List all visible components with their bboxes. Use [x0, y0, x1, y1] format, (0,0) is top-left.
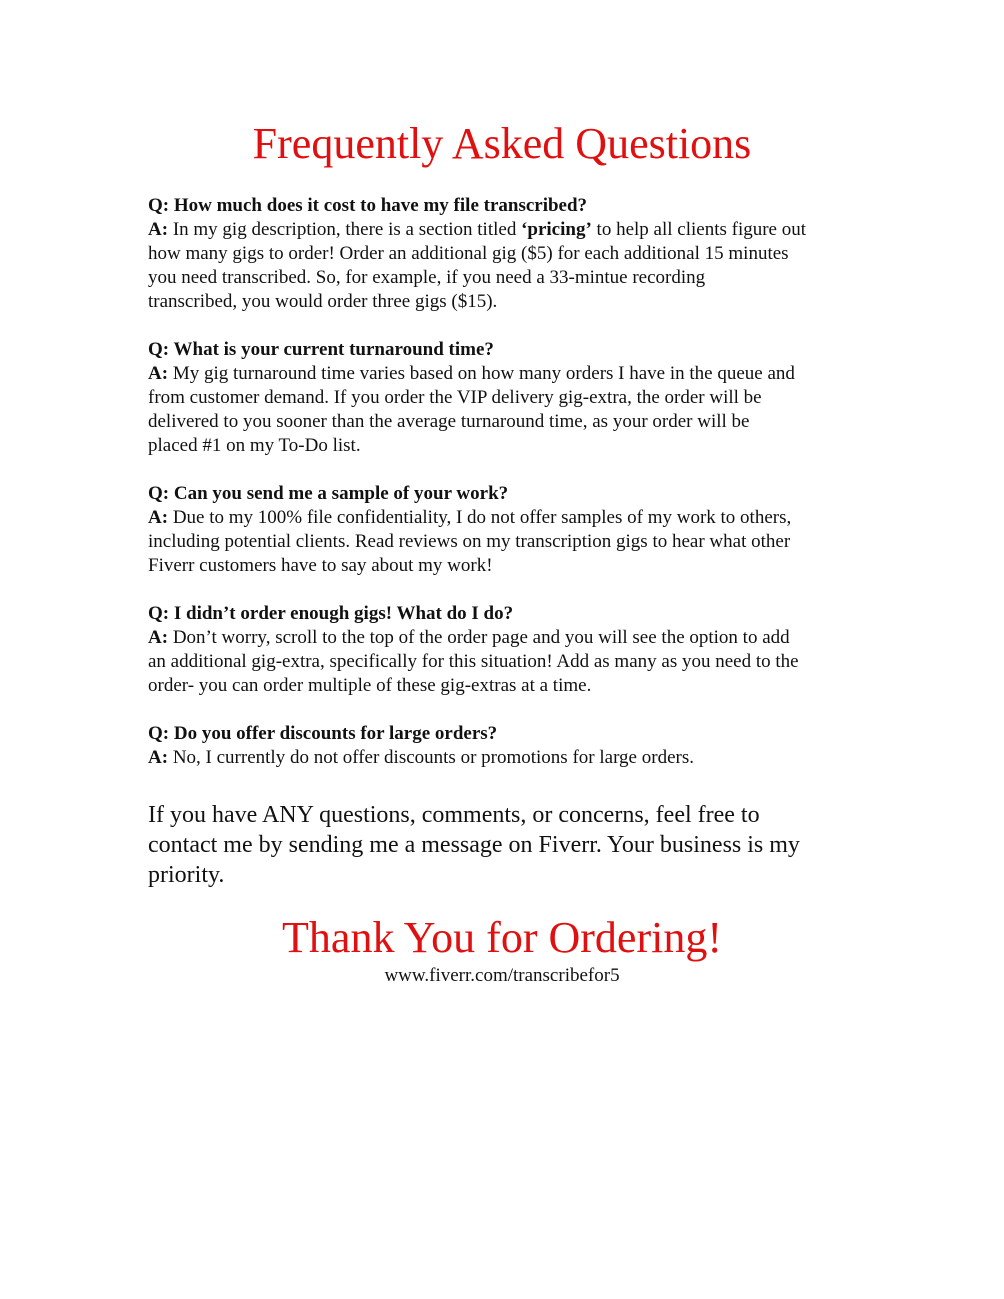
answer-line: delivered to you sooner than the average turnaround time, as your order will be: [148, 411, 750, 432]
answer-text: Due to my 100% file confidentiality, I do not offer samples of my work to others,: [168, 507, 792, 528]
faq-item: [148, 338, 868, 458]
answer-line: Fiverr customers have to say about my work!: [148, 555, 493, 576]
answer-line: [148, 362, 868, 386]
thank-you-heading: Thank You for Ordering!: [282, 913, 722, 962]
answer-line: an additional gig-extra, specifically for this situation! Add as many as you need to the: [148, 651, 799, 672]
faq-answer: [148, 362, 868, 458]
answer-line: including potential clients. Read reviews on my transcription gigs to hear what other: [148, 531, 791, 552]
faq-item: [148, 602, 868, 698]
faq-question: Q: I didn’t order enough gigs! What do I do?: [148, 603, 514, 624]
answer-text: In my gig description, there is a section titled: [168, 219, 522, 240]
answer-text: Don’t worry, scroll to the top of the order page and you will see the option to add: [168, 627, 790, 648]
answer-label: A:: [148, 747, 169, 768]
answer-line: [148, 626, 868, 650]
faq-question: Q: What is your current turnaround time?: [148, 339, 494, 360]
answer-text: My gig turnaround time varies based on how many orders I have in the queue and: [168, 363, 795, 384]
faq-item: [148, 194, 868, 314]
pricing-emphasis: ‘pricing’: [521, 219, 592, 240]
closing-paragraph: [148, 800, 868, 890]
faq-question: Q: Do you offer discounts for large orders?: [148, 723, 498, 744]
answer-line: [148, 218, 868, 242]
closing-line: priority.: [148, 862, 225, 888]
answer-label: A:: [148, 507, 169, 528]
answer-text: No, I currently do not offer discounts or promotions for large orders.: [168, 747, 694, 768]
answer-line: transcribed, you would order three gigs ($15).: [148, 291, 498, 312]
answer-line: how many gigs to order! Order an additional gig ($5) for each additional 15 minutes: [148, 243, 789, 264]
faq-answer: [148, 746, 868, 770]
answer-label: A:: [148, 627, 169, 648]
answer-line: placed #1 on my To-Do list.: [148, 435, 361, 456]
faq-question: Q: How much does it cost to have my file transcribed?: [148, 195, 588, 216]
faq-answer: [148, 506, 868, 578]
answer-text: to help all clients figure out: [591, 219, 807, 240]
answer-line: [148, 506, 868, 530]
page-title: Frequently Asked Questions: [252, 119, 752, 168]
closing-line: contact me by sending me a message on Fiverr. Your business is my: [148, 832, 800, 858]
faq-question: Q: Can you send me a sample of your work?: [148, 483, 509, 504]
faq-answer: [148, 218, 868, 314]
answer-line: [148, 746, 868, 770]
faq-answer: [148, 626, 868, 698]
faq-item: [148, 482, 868, 578]
answer-line: order- you can order multiple of these gig-extras at a time.: [148, 675, 592, 696]
answer-label: A:: [148, 363, 169, 384]
closing-line: If you have ANY questions, comments, or concerns, feel free to: [148, 802, 760, 828]
answer-line: you need transcribed. So, for example, if you need a 33-mintue recording: [148, 267, 706, 288]
website-url: www.fiverr.com/transcribefor5: [384, 965, 620, 986]
answer-label: A:: [148, 219, 169, 240]
faq-item: [148, 722, 868, 770]
answer-line: from customer demand. If you order the VIP delivery gig-extra, the order will be: [148, 387, 762, 408]
